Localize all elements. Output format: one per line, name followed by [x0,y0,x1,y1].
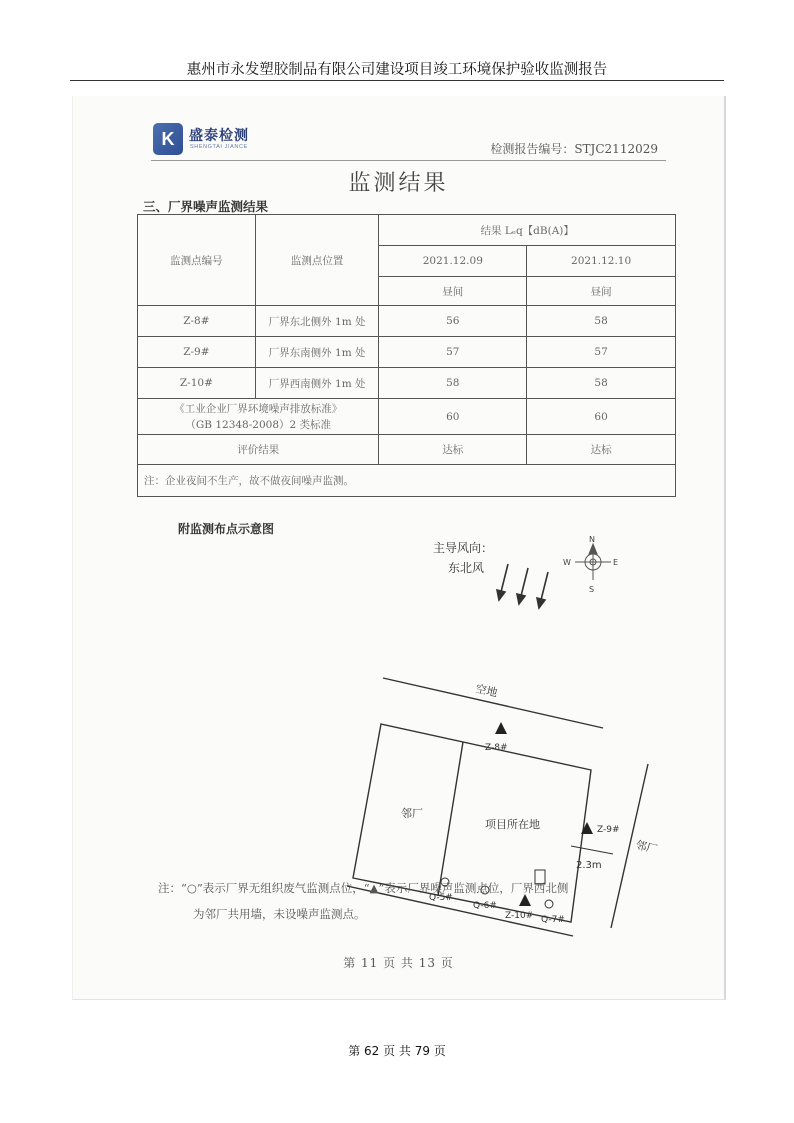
site-divider [438,742,463,896]
table-row [138,337,676,368]
q6-label: Q-6# [473,901,497,911]
point-id: Z-10# [138,368,256,399]
legend-note-line-2: 为邻厂共用墙，未设噪声监测点。 [193,907,366,921]
project-site-label: 项目所在地 [485,818,540,831]
standard-line-1: 《工业企业厂界环境噪声排放标准》 [174,402,343,415]
compass-w: W [563,558,571,567]
diagram-title: 附监测布点示意图 [178,522,275,536]
logo-subtitle: SHENGTAI JIANCE [190,144,248,150]
compass-n: N [589,535,595,544]
scanned-report-page [72,96,726,1000]
evaluation-row [138,435,676,465]
header-date-1: 2021.12.09 [379,246,527,277]
q5-label: Q-5# [429,893,453,903]
wind-arrows-icon [497,564,548,608]
point-id: Z-9# [138,337,256,368]
standard-name [138,399,379,435]
header-location: 监测点位置 [255,215,379,306]
legend-note-line-1: 注：“○”表示厂界无组织废气监测点位，“▲”表示厂界噪声监测点位，厂界西北侧 [158,881,569,895]
report-title: 监测结果 [348,171,449,196]
point-location: 厂界东南侧外 1m 处 [255,337,379,368]
company-logo [153,123,293,157]
point-id: Z-8# [138,306,256,337]
divider [151,160,666,161]
table-row [138,306,676,337]
empty-land-label: 空地 [474,682,499,700]
value-day1: 56 [379,306,527,337]
header-period-1: 昼间 [379,277,527,306]
header-result: 结果 Lₑq【dB(A)】 [379,215,676,246]
evaluation-day2: 达标 [527,435,676,465]
logo-name: 盛泰检测 [189,128,249,144]
table-row [138,368,676,399]
report-number: 检测报告编号：STJC2112029 [490,142,658,156]
distance-line [571,846,613,854]
page-footer: 第 62 页 共 79 页 [348,1044,446,1058]
table-note: 注：企业夜间不生产，故不做夜间噪声监测。 [138,465,676,497]
header-period-2: 昼间 [527,277,676,306]
noise-point-z8-icon [495,722,507,734]
evaluation-day1: 达标 [379,435,527,465]
q7-label: Q-7# [541,915,565,925]
inner-page-number: 第 11 页 共 13 页 [343,956,454,970]
standard-row [138,399,676,435]
logo-mark-icon: K [153,123,183,155]
point-location: 厂界西南侧外 1m 处 [255,368,379,399]
value-day1: 58 [379,368,527,399]
value-day2: 58 [527,306,676,337]
value-day1: 57 [379,337,527,368]
standard-limit-day1: 60 [379,399,527,435]
evaluation-label: 评价结果 [138,435,379,465]
compass-e: E [613,558,619,567]
noise-results-table [137,214,676,497]
value-day2: 57 [527,337,676,368]
wind-label: 主导风向： [433,541,494,555]
neighbor-right-label: 邻厂 [634,838,659,857]
neighbor-left-label: 邻厂 [401,807,423,820]
wind-direction: 东北风 [448,561,485,575]
distance-label: 2.3m [576,860,602,871]
header-point-no: 监测点编号 [138,215,256,306]
value-day2: 58 [527,368,676,399]
point-location: 厂界东北侧外 1m 处 [255,306,379,337]
standard-line-2: （GB 12348-2008）2 类标准 [185,418,332,431]
compass-icon [575,544,611,580]
z10-label: Z-10# [505,911,534,921]
header-date-2: 2021.12.10 [527,246,676,277]
legend-note [158,875,678,927]
standard-limit-day2: 60 [527,399,676,435]
z8-label: Z-8# [485,743,508,753]
section-title: 三、厂界噪声监测结果 [143,199,269,214]
document-header: 惠州市永发塑胶制品有限公司建设项目竣工环境保护验收监测报告 [70,58,724,81]
compass-s: S [589,585,595,594]
z9-label: Z-9# [597,825,620,835]
